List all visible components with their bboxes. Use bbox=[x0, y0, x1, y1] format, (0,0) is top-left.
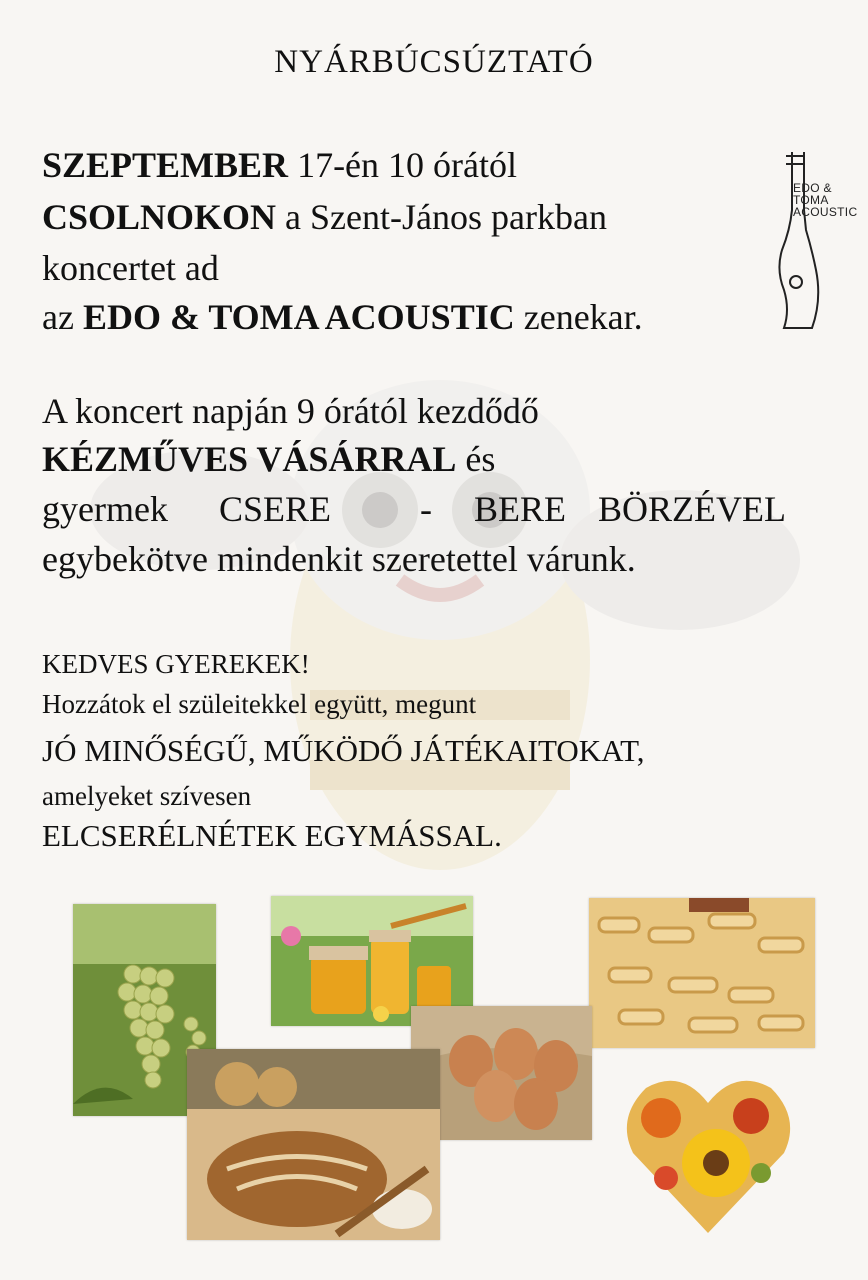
event-park: a Szent-János parkban bbox=[276, 197, 607, 237]
event-band-name: EDO & TOMA ACOUSTIC bbox=[82, 297, 515, 337]
swap-word-4: BERE bbox=[474, 489, 567, 529]
logo-line-1: EDO & bbox=[793, 181, 832, 195]
event-concert-line: koncertet ad bbox=[42, 248, 219, 288]
market-welcome-line: egybekötve mindenkit szeretettel várunk. bbox=[42, 539, 636, 579]
kids-instruction: Hozzátok el szüleitekkel együtt, megunt bbox=[42, 689, 477, 719]
kids-willing-line: amelyeket szívesen bbox=[42, 781, 252, 811]
market-intro-line: A koncert napján 9 órától kezdődő bbox=[42, 391, 539, 431]
event-band-line bbox=[42, 296, 643, 338]
market-crafts-bold: KÉZMŰVES VÁSÁRRAL bbox=[42, 439, 457, 479]
swap-word-3: - bbox=[420, 489, 432, 529]
swap-word-1: gyermek bbox=[42, 489, 168, 529]
event-month: SZEPTEMBER bbox=[42, 145, 289, 185]
market-crafts-line bbox=[42, 438, 495, 480]
event-date-line bbox=[42, 144, 517, 186]
kids-exchange-line: ELCSERÉLNÉTEK EGYMÁSSAL. bbox=[42, 818, 502, 853]
market-crafts-rest: és bbox=[456, 439, 496, 479]
pasta-photo bbox=[589, 898, 815, 1048]
event-location-line bbox=[42, 196, 607, 238]
event-band-rest: zenekar. bbox=[514, 297, 643, 337]
swap-word-5: BÖRZÉVEL bbox=[598, 489, 786, 529]
kids-toys-line: JÓ MINŐSÉGŰ, MŰKÖDŐ JÁTÉKAITOKAT, bbox=[42, 733, 645, 768]
event-day-time: 17-én 10 órától bbox=[288, 145, 517, 185]
page-title: NYÁRBÚCSÚZTATÓ bbox=[274, 44, 594, 80]
swap-word-2: CSERE bbox=[219, 489, 332, 529]
guitar-logo-icon bbox=[776, 150, 866, 330]
kids-greeting: KEDVES GYEREKEK! bbox=[42, 649, 310, 679]
event-town: CSOLNOKON bbox=[42, 197, 277, 237]
logo-line-2: TOMA bbox=[793, 193, 829, 207]
logo-line-3: ACOUSTIC bbox=[793, 205, 858, 219]
bread-photo bbox=[187, 1049, 440, 1240]
flower-heart-image bbox=[621, 1068, 796, 1238]
band-logo-text bbox=[793, 182, 857, 218]
event-band-pre: az bbox=[42, 297, 83, 337]
